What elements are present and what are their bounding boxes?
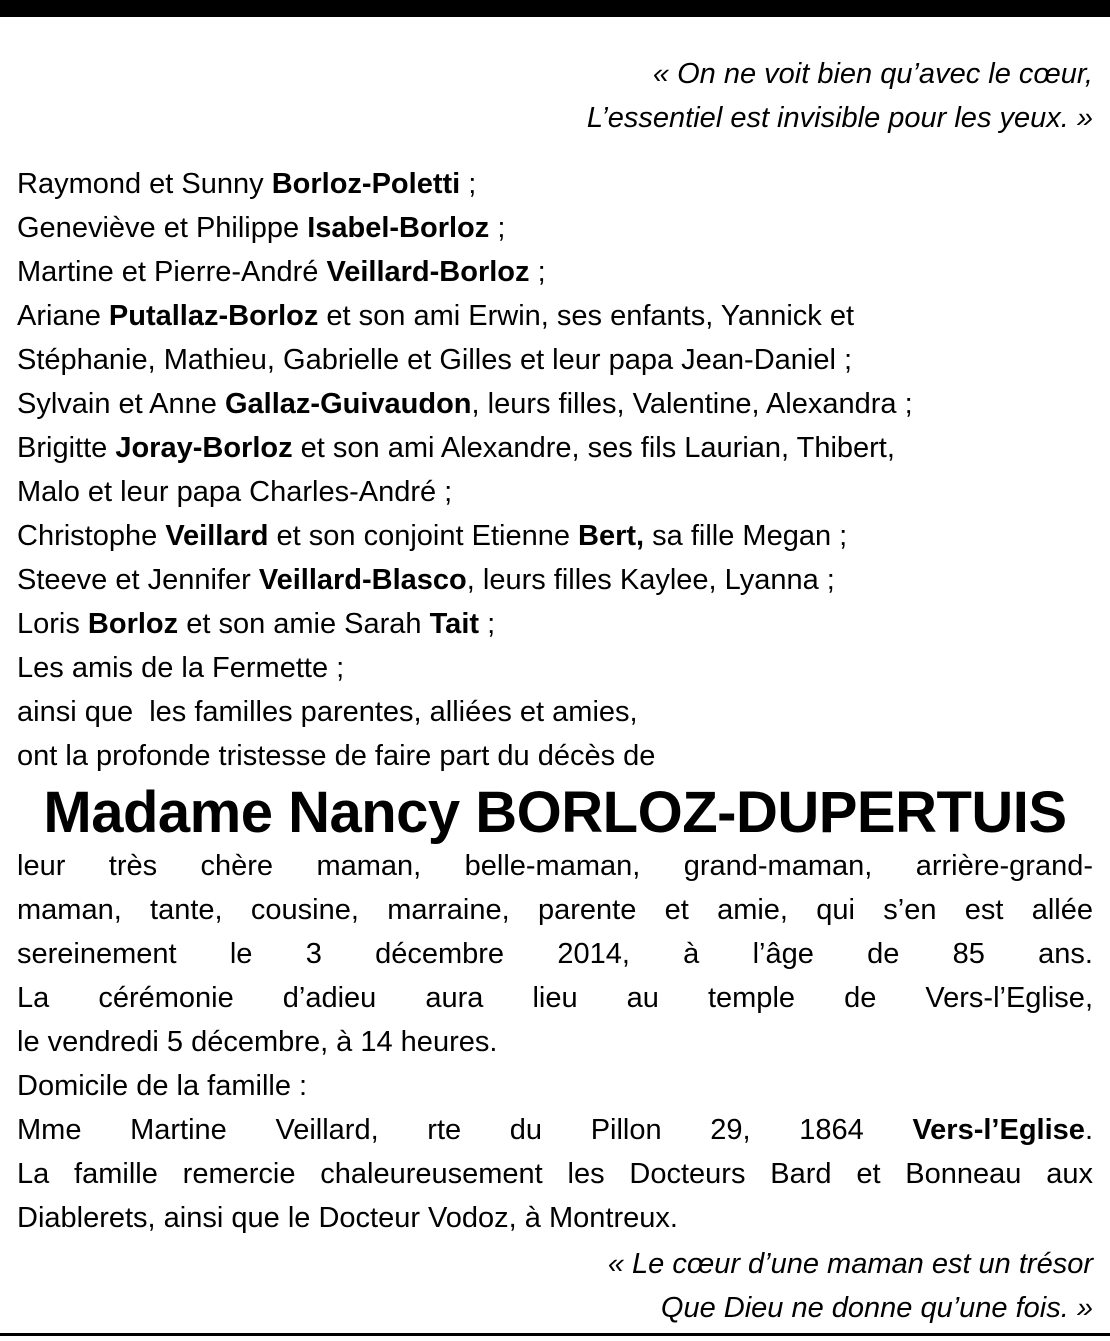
- text-segment: Que Dieu ne donne qu’une fois. »: [660, 1292, 1093, 1324]
- family-name-bold: Veillard-Borloz: [326, 256, 530, 288]
- body-line: [17, 1020, 1093, 1064]
- text-segment: et son amie Sarah: [178, 608, 430, 640]
- deceased-name: Madame Nancy BORLOZ-DUPERTUIS: [43, 780, 1067, 845]
- text-segment: , leurs filles, Valentine, Alexandra ;: [471, 388, 913, 420]
- text-segment: La cérémonie d’adieu aura lieu au temple de Vers-l’Eglise,: [17, 982, 1093, 1014]
- family-name-bold: Veillard: [165, 520, 269, 552]
- closing-quote-line: [17, 1242, 1093, 1286]
- notice-body: [17, 844, 1093, 1240]
- text-segment: maman, tante, cousine, marraine, parente et amie, qui s’en est allée: [17, 894, 1093, 926]
- opening-quote-line: [17, 52, 1093, 96]
- text-segment: « On ne voit bien qu’avec le cœur,: [652, 58, 1093, 90]
- opening-quote: [17, 52, 1093, 140]
- family-line: [17, 206, 1093, 250]
- body-line: [17, 844, 1093, 888]
- body-line: [17, 932, 1093, 976]
- text-segment: « Le cœur d’une maman est un trésor: [607, 1248, 1093, 1280]
- family-line: [17, 382, 1093, 426]
- text-segment: leur très chère maman, belle-maman, grand-maman, arrière-grand-: [17, 850, 1093, 882]
- family-name-bold: Borloz: [87, 608, 179, 640]
- body-line: [17, 976, 1093, 1020]
- text-segment: sa fille Megan ;: [644, 520, 848, 552]
- family-line: [17, 558, 1093, 602]
- text-segment: Ariane: [17, 300, 109, 332]
- closing-quote: [17, 1242, 1093, 1330]
- text-segment: ;: [529, 256, 546, 288]
- text-segment: ainsi que les familles parentes, alliées et amies,: [17, 696, 638, 728]
- text-segment: ;: [479, 608, 496, 640]
- text-segment: sereinement le 3 décembre 2014, à l’âge de 85 ans.: [17, 938, 1093, 970]
- family-name-bold: Veillard-Blasco: [258, 564, 467, 596]
- family-name-bold: Gallaz-Guivaudon: [224, 388, 472, 420]
- family-line: [17, 338, 1093, 382]
- family-list: [17, 162, 1093, 778]
- family-line: [17, 690, 1093, 734]
- top-border: [0, 0, 1110, 17]
- text-segment: Brigitte: [17, 432, 116, 464]
- text-segment: ;: [460, 168, 477, 200]
- text-segment: La famille remercie chaleureusement les Docteurs Bard et Bonneau aux: [17, 1158, 1093, 1190]
- family-name-bold: Bert,: [578, 520, 645, 552]
- text-segment: Diablerets, ainsi que le Docteur Vodoz, à Montreux.: [17, 1202, 678, 1234]
- family-line: [17, 294, 1093, 338]
- text-segment: Malo et leur papa Charles-André ;: [17, 476, 453, 508]
- family-line: [17, 514, 1093, 558]
- text-segment: Loris: [17, 608, 88, 640]
- body-line: [17, 1152, 1093, 1196]
- closing-quote-line: [17, 1286, 1093, 1330]
- family-name-bold: Isabel-Borloz: [307, 212, 490, 244]
- body-line: [17, 1064, 1093, 1108]
- text-segment: Raymond et Sunny: [17, 168, 272, 200]
- opening-quote-line: [17, 96, 1093, 140]
- bottom-border: [0, 1333, 1110, 1336]
- body-line: [17, 888, 1093, 932]
- text-segment: Geneviève et Philippe: [17, 212, 308, 244]
- family-line: [17, 602, 1093, 646]
- body-line: [17, 1108, 1093, 1152]
- text-segment: ont la profonde tristesse de faire part du décès de: [17, 740, 656, 772]
- family-line: [17, 162, 1093, 206]
- text-segment: et son ami Erwin, ses enfants, Yannick et: [318, 300, 855, 332]
- text-segment: , leurs filles Kaylee, Lyanna ;: [466, 564, 835, 596]
- text-segment: Domicile de la famille :: [17, 1070, 308, 1102]
- text-segment: Stéphanie, Mathieu, Gabrielle et Gilles et leur papa Jean-Daniel ;: [17, 344, 853, 376]
- text-segment: Mme Martine Veillard, rte du Pillon 29, 1864: [17, 1114, 913, 1146]
- text-segment: .: [1084, 1114, 1093, 1146]
- family-name-bold: Vers-l’Eglise: [912, 1114, 1085, 1146]
- text-segment: Sylvain et Anne: [17, 388, 225, 420]
- text-segment: le vendredi 5 décembre, à 14 heures.: [17, 1026, 498, 1058]
- obituary-notice: [17, 52, 1093, 1330]
- family-line: [17, 250, 1093, 294]
- text-segment: Christophe: [17, 520, 166, 552]
- family-line: [17, 734, 1093, 778]
- text-segment: L’essentiel est invisible pour les yeux. »: [586, 102, 1093, 134]
- family-line: [17, 426, 1093, 470]
- text-segment: Les amis de la Fermette ;: [17, 652, 345, 684]
- text-segment: Steeve et Jennifer: [17, 564, 259, 596]
- family-name-bold: Tait: [429, 608, 480, 640]
- body-line: [17, 1196, 1093, 1240]
- text-segment: et son ami Alexandre, ses fils Laurian, Thibert,: [292, 432, 895, 464]
- family-line: [17, 646, 1093, 690]
- text-segment: ;: [489, 212, 506, 244]
- text-segment: et son conjoint Etienne: [268, 520, 579, 552]
- family-name-bold: Putallaz-Borloz: [108, 300, 319, 332]
- text-segment: Martine et Pierre-André: [17, 256, 327, 288]
- family-name-bold: Joray-Borloz: [115, 432, 293, 464]
- family-name-bold: Borloz-Poletti: [271, 168, 461, 200]
- family-line: [17, 470, 1093, 514]
